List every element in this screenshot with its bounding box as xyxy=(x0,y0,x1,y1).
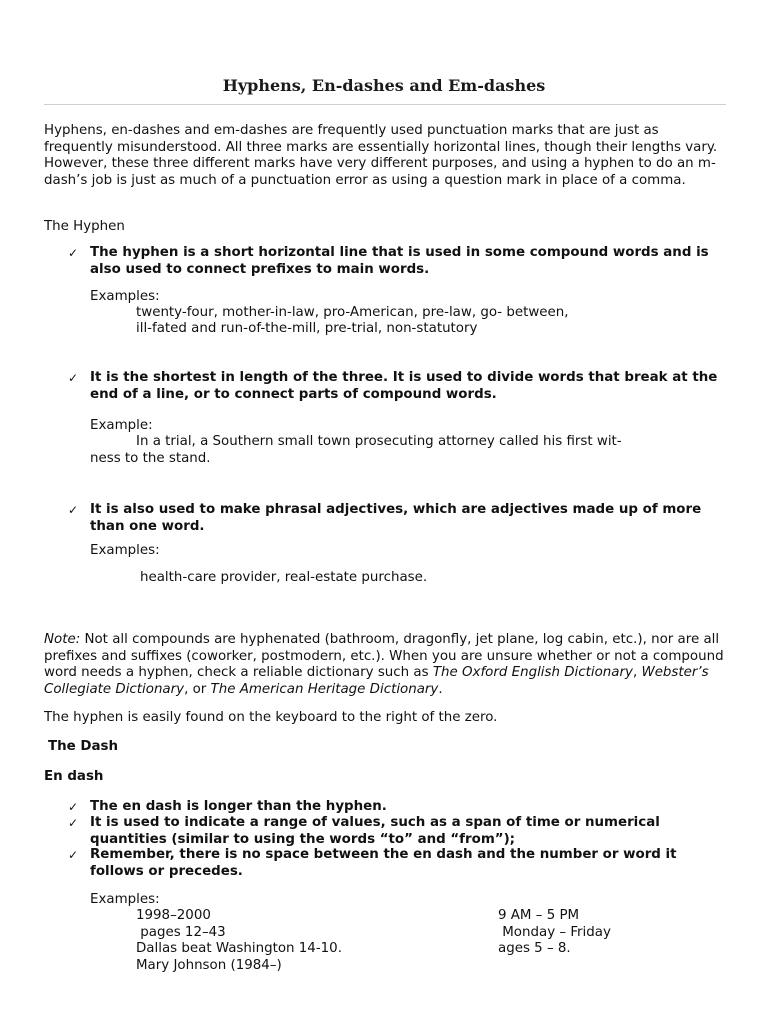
checkmark-icon: ✓ xyxy=(68,800,79,814)
en-dash-subheading: En dash xyxy=(44,769,104,784)
hyphen-heading: The Hyphen xyxy=(44,219,125,234)
example-left: Mary Johnson (1984–) xyxy=(136,958,282,973)
example-line: ill-fated and run-of-the-mill, pre-trial, non-statutory xyxy=(136,321,478,336)
example-line: In a trial, a Southern small town prosecuting attorney called his first wit- xyxy=(136,434,622,449)
dictionary-title: Webster’s Collegiate Dictionary xyxy=(44,665,709,697)
checkmark-icon: ✓ xyxy=(68,246,79,260)
note-paragraph xyxy=(44,632,730,698)
example-left: Dallas beat Washington 14-10. xyxy=(136,941,342,956)
hyphen-bullet-1: The hyphen is a short horizontal line that is used in some compound words and is also used to connect prefixes to main words. xyxy=(90,245,709,277)
examples-label: Examples: xyxy=(90,892,160,907)
en-dash-bullet-2: It is used to indicate a range of values, such as a span of time or numerical quantities (similar to using the words “to” and “from”); xyxy=(90,815,660,847)
examples-label: Examples: xyxy=(90,543,160,558)
intro-paragraph: Hyphens, en-dashes and em-dashes are frequently used punctuation marks that are just as frequently misunderstood. All three marks are essentially horizontal lines, though their lengths vary. However, these three different marks have very different purposes, and using a hyphen to do an m-dash’s job is just as much of a punctuation error as using a question mark in place of a comma. xyxy=(44,123,718,188)
separator: , or xyxy=(184,681,211,697)
example-right: ages 5 – 8. xyxy=(498,941,571,956)
example-left: 1998–2000 xyxy=(136,908,211,923)
period: . xyxy=(438,681,443,697)
examples-label: Examples: xyxy=(90,289,160,304)
keyboard-paragraph: The hyphen is easily found on the keyboard to the right of the zero. xyxy=(44,710,498,725)
checkmark-icon: ✓ xyxy=(68,371,79,385)
hyphen-bullet-3: It is also used to make phrasal adjectives, which are adjectives made up of more than one word. xyxy=(90,502,702,534)
hyphen-bullet-2: It is the shortest in length of the three. It is used to divide words that break at the end of a line, or to connect parts of compound words. xyxy=(90,370,718,402)
en-dash-bullet-1: The en dash is longer than the hyphen. xyxy=(90,799,387,814)
example-line: health-care provider, real-estate purchase. xyxy=(140,570,428,585)
example-line: twenty-four, mother-in-law, pro-American, pre-law, go- between, xyxy=(136,305,569,320)
title-divider xyxy=(44,104,726,105)
checkmark-icon: ✓ xyxy=(68,503,79,517)
example-left: pages 12–43 xyxy=(136,925,226,940)
example-line: ness to the stand. xyxy=(90,451,211,466)
note-label: Note: xyxy=(44,632,81,647)
dictionary-title: The Oxford English Dictionary xyxy=(432,665,633,680)
example-right: 9 AM – 5 PM xyxy=(498,908,580,923)
separator: , xyxy=(632,665,642,680)
note-text: Not all compounds are hyphenated (bathroom, dragonfly, jet plane, log cabin, etc.), nor are all prefixes and suffixes (coworker, postmodern, etc.). When you are unsure whether or not a compound word needs a hyphen, check a reliable dictionary such as xyxy=(44,632,724,680)
checkmark-icon: ✓ xyxy=(68,816,79,830)
example-label: Example: xyxy=(90,418,153,433)
dash-heading: The Dash xyxy=(48,739,119,754)
dictionary-title: The American Heritage Dictionary xyxy=(210,681,439,697)
en-dash-bullet-3: Remember, there is no space between the en dash and the number or word it follows or precedes. xyxy=(90,847,677,879)
document-title: Hyphens, En-dashes and Em-dashes xyxy=(222,76,546,95)
example-right: Monday – Friday xyxy=(498,925,611,940)
checkmark-icon: ✓ xyxy=(68,848,79,862)
